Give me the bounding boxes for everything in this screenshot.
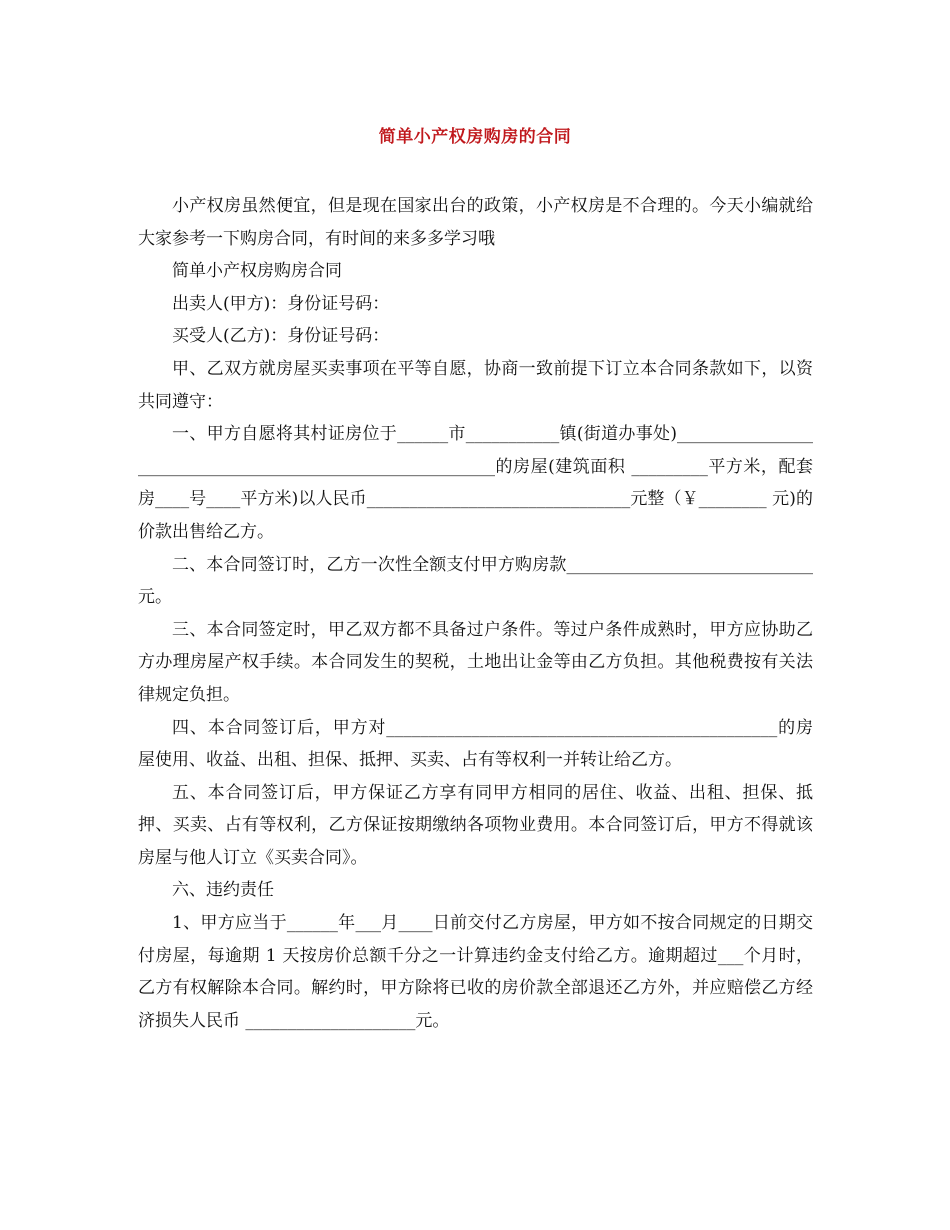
intro-paragraph: 小产权房虽然便宜，但是现在国家出台的政策，小产权房是不合理的。今天小编就给大家参考一下购房合同，有时间的来多多学习哦: [138, 196, 813, 249]
clause-4: 四、本合同签订后，甲方对______________________________________________的房屋使用、收益、出租、担保、抵押、买卖、占有等权利一并转让给乙方。: [138, 717, 813, 771]
clause-6-heading: 六、违约责任: [172, 880, 274, 901]
clause-6-item-1: 1、甲方应当于______年___月____日前交付乙方房屋，甲方如不按合同规定的日期交付房屋，每逾期 1 天按房价总额千分之一计算违约金支付给乙方。逾期超过___个月时，乙方有权解除本合同。解约时，甲方除将已收的房价款全部退还乙方外，并应赔偿乙方经济损失人民币 ____________________元。: [138, 913, 813, 1031]
buyer-line: 买受人(乙方)：身份证号码：: [172, 326, 390, 347]
document-body: [138, 190, 813, 1037]
clause-5: 五、本合同签订后，甲方保证乙方享有同甲方相同的居住、收益、出租、担保、抵押、买卖、占有等权利，乙方保证按期缴纳各项物业费用。本合同签订后，甲方不得就该房屋与他人订立《买卖合同》。: [138, 782, 813, 868]
clause-2: 二、本合同签订时，乙方一次性全额支付甲方购房款_____________________________元。: [138, 554, 813, 608]
preamble-paragraph: 甲、乙双方就房屋买卖事项在平等自愿，协商一致前提下订立本合同条款如下，以资共同遵守：: [138, 358, 813, 412]
clause-1: 一、甲方自愿将其村证房位于______市___________镇(街道办事处)__________________________________________________________的房屋(建筑面积 _________平方米，配套房____号____平方米)以人民币_______________________________元整（￥________ 元)的价款出售给乙方。: [138, 424, 813, 542]
contract-heading: 简单小产权房购房合同: [172, 261, 342, 282]
seller-line: 出卖人(甲方)：身份证号码：: [172, 293, 390, 314]
clause-3: 三、本合同签定时，甲乙双方都不具备过户条件。等过户条件成熟时，甲方应协助乙方办理房屋产权手续。本合同发生的契税，土地出让金等由乙方负担。其他税费按有关法律规定负担。: [138, 619, 813, 705]
document-title: 简单小产权房购房的合同: [378, 127, 572, 147]
